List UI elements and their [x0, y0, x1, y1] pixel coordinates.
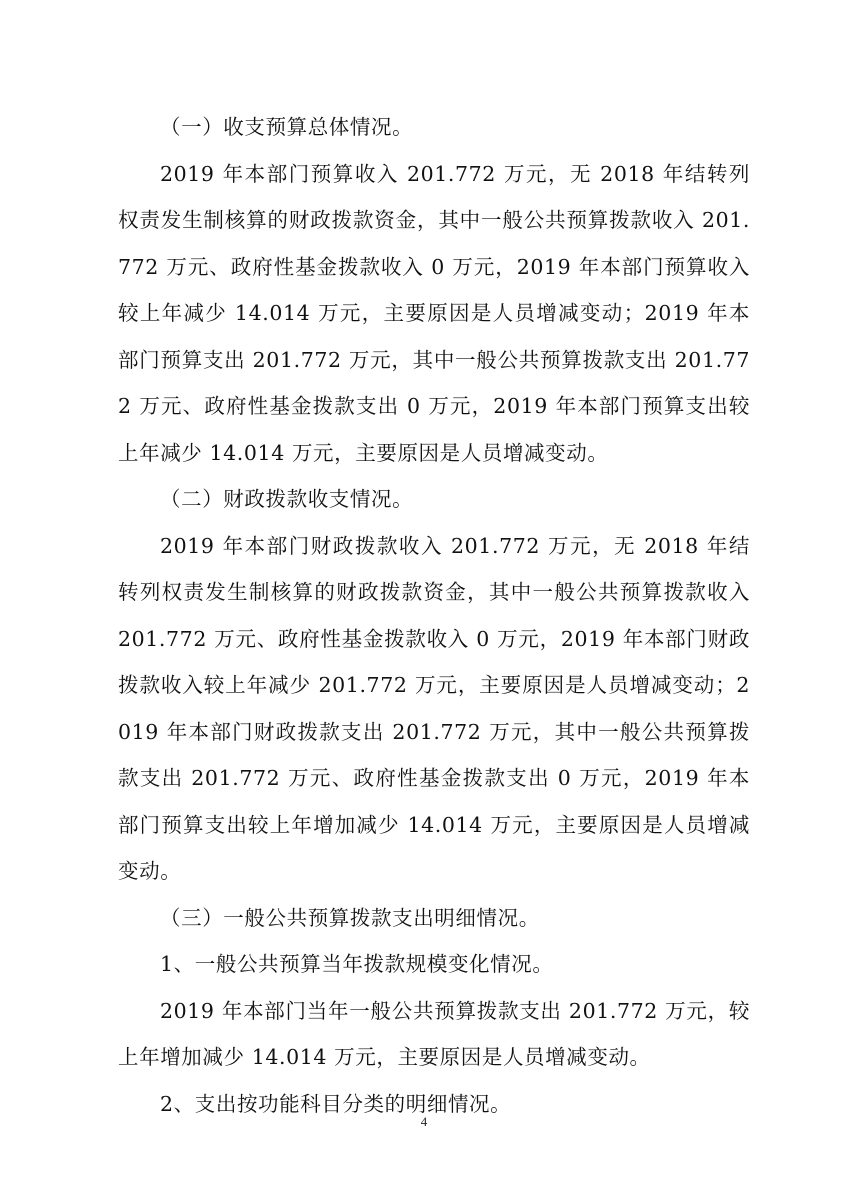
paragraph-general-budget-change: 2019 年本部门当年一般公共预算拨款支出 201.772 万元，较上年增加减少 14.014 万元，主要原因是人员增减变动。 [118, 998, 750, 1069]
subheading-1: 1、一般公共预算当年拨款规模变化情况。 [160, 952, 554, 976]
section-heading-3: （三）一般公共预算拨款支出明细情况。 [160, 905, 540, 930]
subheading-2: 2、支出按功能科目分类的明细情况。 [160, 1091, 512, 1116]
page-number: 4 [420, 1114, 428, 1129]
section-heading-1: （一）收支预算总体情况。 [160, 115, 414, 139]
document-body [118, 104, 750, 1127]
section-heading-2: （二）财政拨款收支情况。 [160, 487, 414, 511]
paragraph-fiscal-appropriation: 2019 年本部门财政拨款收入 201.772 万元，无 2018 年结转列权责发生制核算的财政拨款资金，其中一般公共预算拨款收入 201.772 万元、政府性基金拨款收入 0 万元，2019 年本部门财政拨款收入较上年减少 201.772 万元，主要原因是人员增减变动；2019 年本部门财政拨款支出 201.772 万元，其中一般公共预算拨款支出 201.772 万元、政府性基金拨款支出 0 万元，2019 年本部门预算支出较上年增加减少 14.014 万元，主要原因是人员增减变动。 [118, 533, 750, 883]
paragraph-budget-overview: 2019 年本部门预算收入 201.772 万元，无 2018 年结转列权责发生制核算的财政拨款资金，其中一般公共预算拨款收入 201.772 万元、政府性基金拨款收入 0 万元，2019 年本部门预算收入较上年减少 14.014 万元，主要原因是人员增减变动；2019 年本部门预算支出 201.772 万元，其中一般公共预算拨款支出 201.772 万元、政府性基金拨款支出 0 万元，2019 年本部门预算支出较上年减少 14.014 万元，主要原因是人员增减变动。 [118, 161, 750, 465]
